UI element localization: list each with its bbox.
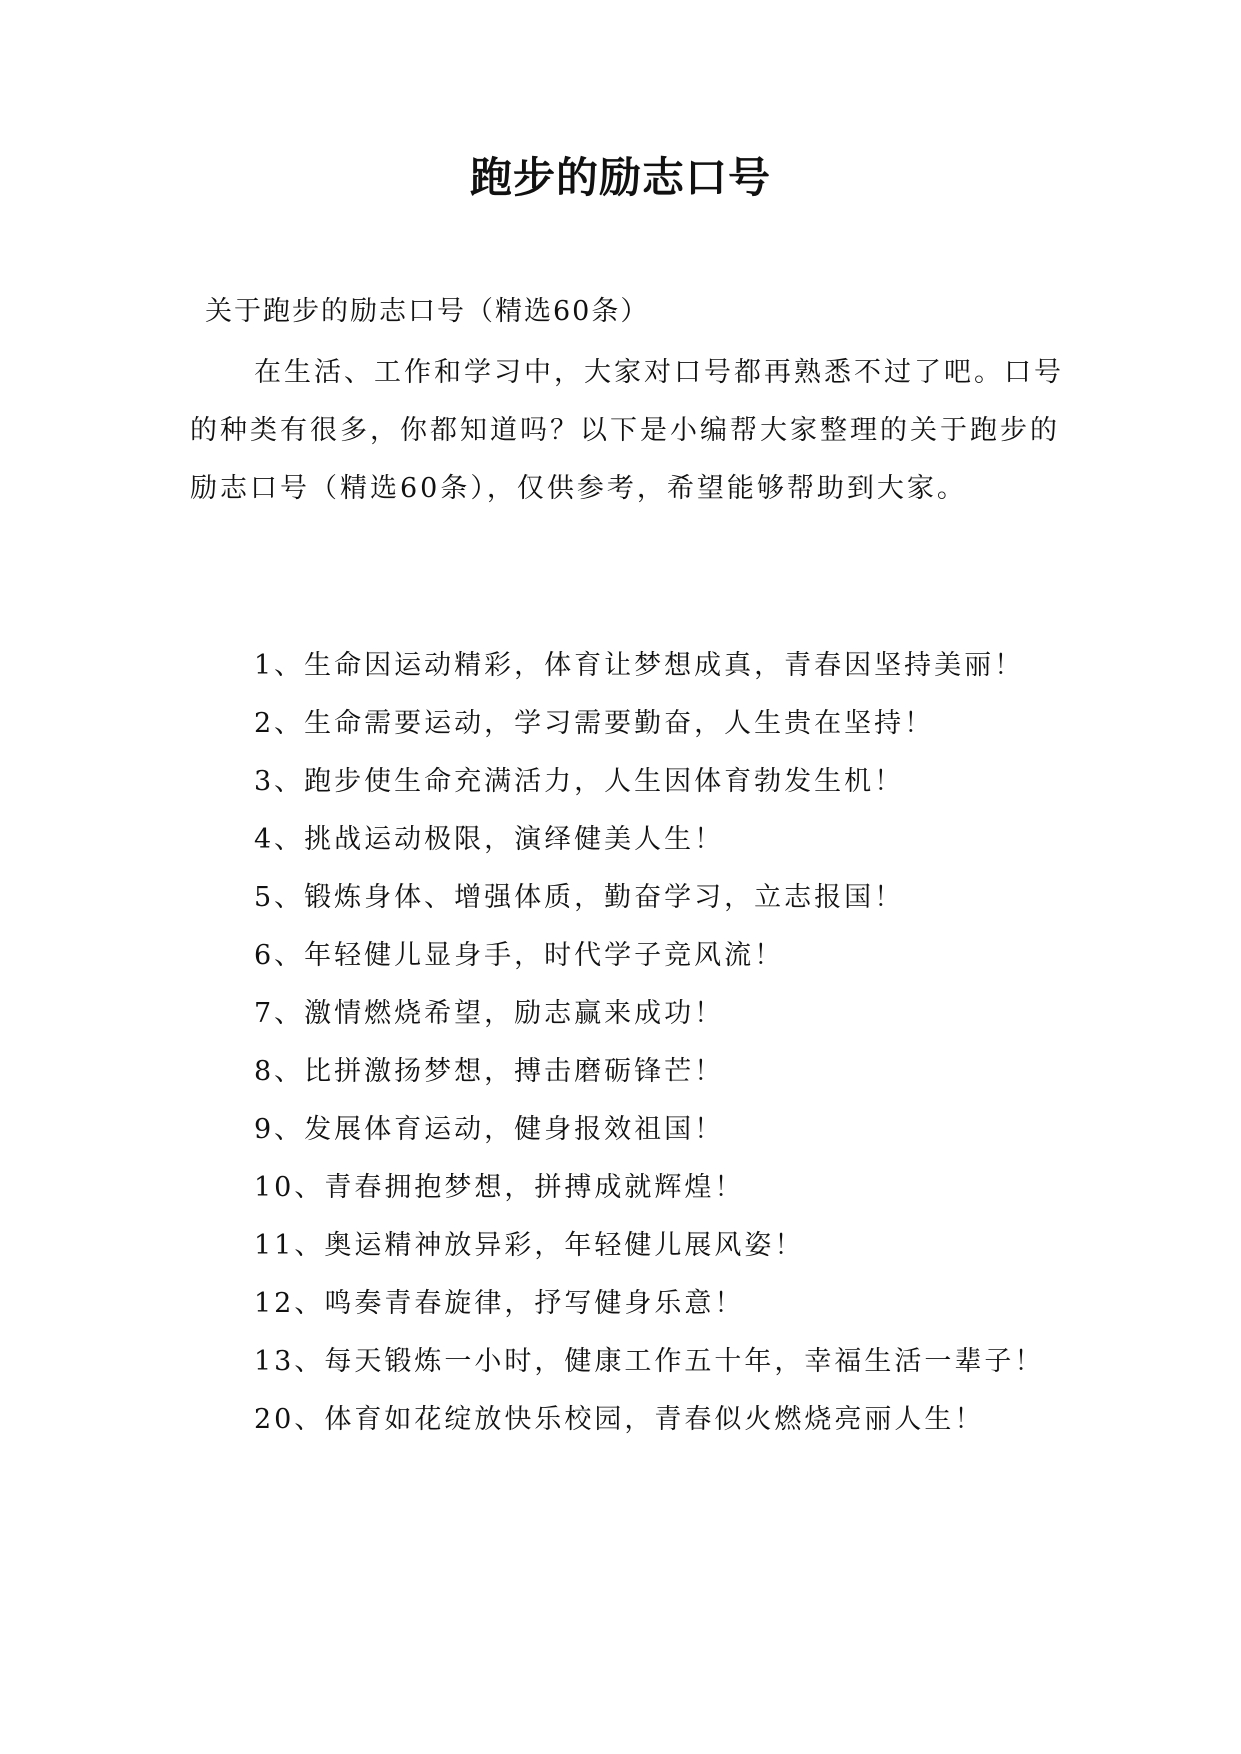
list-item: 12、鸣奏青春旋律，抒写健身乐意！ bbox=[254, 1288, 745, 1319]
list-item: 9、发展体育运动，健身报效祖国！ bbox=[254, 1114, 725, 1145]
list-item: 7、激情燃烧希望，励志赢来成功！ bbox=[254, 998, 725, 1029]
list-item: 8、比拼激扬梦想，搏击磨砺锋芒！ bbox=[254, 1056, 725, 1087]
list-item: 6、年轻健儿显身手，时代学子竞风流！ bbox=[254, 940, 785, 971]
list-item: 20、体育如花绽放快乐校园，青春似火燃烧亮丽人生！ bbox=[254, 1404, 985, 1435]
document-title: 跑步的励志口号 bbox=[469, 153, 771, 202]
document-subtitle: 关于跑步的励志口号（精选60条） bbox=[205, 296, 650, 327]
list-item: 5、锻炼身体、增强体质，勤奋学习，立志报国！ bbox=[254, 882, 905, 913]
list-item: 11、奥运精神放异彩，年轻健儿展风姿！ bbox=[254, 1230, 805, 1261]
list-item: 1、生命因运动精彩，体育让梦想成真，青春因坚持美丽！ bbox=[254, 650, 1025, 681]
intro-paragraph: 在生活、工作和学习中，大家对口号都再熟悉不过了吧。口号的种类有很多，你都知道吗？以下是小编帮大家整理的关于跑步的励志口号（精选60条），仅供参考，希望能够帮助到大家。 bbox=[190, 357, 1064, 504]
list-item: 2、生命需要运动，学习需要勤奋，人生贵在坚持！ bbox=[254, 708, 935, 739]
list-item: 10、青春拥抱梦想，拼搏成就辉煌！ bbox=[254, 1172, 745, 1203]
list-item: 4、挑战运动极限，演绎健美人生！ bbox=[254, 824, 725, 855]
slogan-list bbox=[190, 637, 1070, 1449]
list-item: 13、每天锻炼一小时，健康工作五十年，幸福生活一辈子！ bbox=[254, 1346, 1045, 1377]
list-item: 3、跑步使生命充满活力，人生因体育勃发生机！ bbox=[254, 766, 905, 797]
